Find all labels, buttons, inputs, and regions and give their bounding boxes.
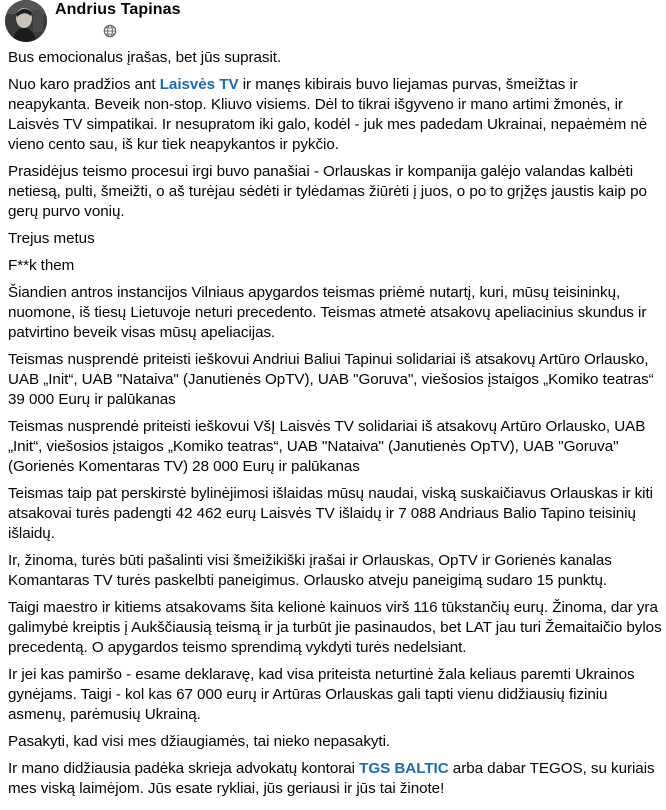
paragraph: Pasakyti, kad visi mes džiaugiamės, tai nieko nepasakyti. (8, 732, 391, 750)
paragraph: Ir jei kas pamiršo - esame deklaravę, kad visa priteista neturtinė žala keliaus paremti Ukrainos gynėjams. Taigi - kol kas 67 000 eurų ir Artūras Orlauskas gali tapti vienu didžiausių fiziniu asmenų, parėmusių Ukrainą. (8, 666, 635, 723)
author-name[interactable]: Andrius Tapinas (55, 1, 181, 18)
tgs-baltic-link[interactable]: TGS BALTIC (359, 760, 449, 778)
laisves-tv-link[interactable]: Laisvės TV (159, 76, 239, 94)
paragraph: Teismas nusprendė priteisti ieškovui VšĮ Laisvės TV solidariai iš atsakovų Artūro Orlausko, UAB „Init“, viešosios įstaigos „Komiko teatras“, UAB "Nataiva" (Janutienės OpTV), UAB "Goruva" (Gorienės Komentaras TV) 28 000 Eurų ir palūkanas (8, 418, 646, 475)
paragraph: Ir, žinoma, turės būti pašalinti visi šmeižikiški įrašai ir Orlauskas, OpTV ir Gorienės kanalas Komantaras TV turės paskelbti paneigimus. Orlausko atveju paneigimą sudaro 15 punktų. (8, 552, 612, 589)
post-body (8, 48, 664, 806)
paragraph: F**k them (8, 257, 75, 275)
paragraph-text: ir manęs kibirais buvo liejamas purvas, šmeižtas ir neapykanta. Beveik non-stop. Kliuvo visiems. Dėl to tikrai išgyveno ir mano artimi žmonės, ir Laisvės TV simpatikai. Ir nesupratom iki galo, kodėl - juk mes padedam Ukrainai, nepaėmėm nė vieno cento sau, iš kur tiek neapykantos ir pykčio. (8, 76, 648, 153)
paragraph: Prasidėjus teismo procesui irgi buvo panašiai - Orlauskas ir kompanija galėjo valandas kalbėti netiesą, pulti, šmeižti, o aš turėjau sėdėti ir tylėdamas žiūrėti į juos, o po to grįžęs jaustis kaip po gerų purvo vonių. (8, 162, 647, 220)
post-header (0, 0, 666, 42)
globe-icon[interactable] (103, 24, 119, 40)
author-avatar[interactable] (5, 0, 47, 42)
paragraph (8, 75, 664, 154)
paragraph: Teismas nusprendė priteisti ieškovui Andriui Baliui Tapinui solidariai iš atsakovų Artūro Orlausko, UAB „Init“, UAB "Nataiva" (Janutienės OpTV), UAB "Goruva", viešosios įstaigos „Komiko teatras“ 39 000 Eurų ir palūkanas (8, 351, 654, 408)
paragraph: Šiandien antros instancijos Vilniaus apygardos teismas priėmė nutartį, kuri, mūsų teisininkų, nuomone, iš tiesų Lietuvoje neturi precedento. Teismas atmetė atsakovų apeliacinius skundus ir patvirtino beveik visas mūsų apeliacijas. (8, 284, 647, 342)
paragraph-text: arba dabar TEGOS, su kuriais mes viską laimėjom. Jūs esate rykliai, jūs geriausi ir jūs tai žinote! (8, 760, 655, 797)
paragraph-text: Nuo karo pradžios ant (8, 76, 160, 94)
paragraph (8, 759, 664, 799)
paragraph: Bus emocionalus įrašas, bet jūs suprasit. (8, 49, 282, 66)
paragraph: Teismas taip pat perskirstė bylinėjimosi išlaidas mūsų naudai, viską suskaičiavus Orlauskas ir kiti atsakovai turės padengti 42 462 eurų Laisvės TV išlaidų ir 7 088 Andriaus Balio Tapino teisinių išlaidų. (8, 485, 653, 542)
paragraph: Trejus metus (8, 229, 95, 247)
paragraph-text: Ir mano didžiausia padėka skrieja advokatų kontorai (8, 760, 360, 778)
paragraph: Taigi maestro ir kitiems atsakovams šita kelionė kainuos virš 116 tūkstančių eurų. Žinoma, dar yra galimybė kreiptis į Aukščiausią teismą ir ja turbūt jie pasinaudos, bet LAT jau turi Žemaitaičio bylos precedentą. O apygardos teismo sprendimą vykdyti turės nedelsiant. (8, 599, 662, 656)
profile-photo-icon (5, 0, 47, 42)
